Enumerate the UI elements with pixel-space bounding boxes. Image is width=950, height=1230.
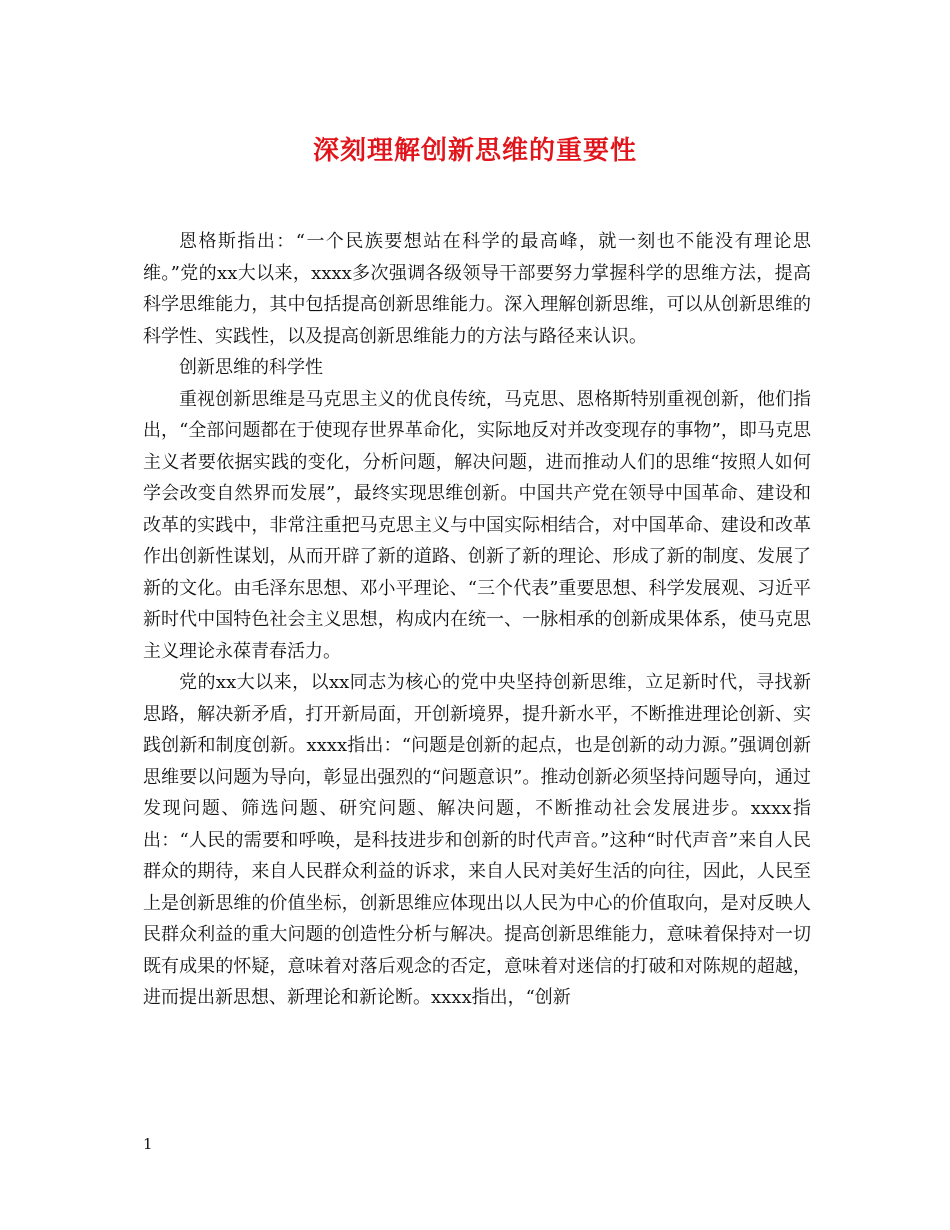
paragraph-intro: 恩格斯指出：“一个民族要想站在科学的最高峰，就一刻也不能没有理论思维。”党的xx大以来，xxxx多次强调各级领导干部要努力掌握科学的思维方法，提高科学思维能力，其中包括提高创新思维能力。深入理解创新思维，可以从创新思维的科学性、实践性，以及提高创新思维能力的方法与路径来认识。 [143, 231, 811, 347]
paragraph-party-innovation: 党的xx大以来，以xx同志为核心的党中央坚持创新思维，立足新时代，寻找新思路，解决新矛盾，打开新局面，开创新境界，提升新水平，不断推进理论创新、实践创新和制度创新。xxxx指出：“问题是创新的起点，也是创新的动力源。”强调创新思维要以问题为导向，彰显出强烈的“问题意识”。推动创新必须坚持问题导向，通过发现问题、筛选问题、研究问题、解决问题，不断推动社会发展进步。xxxx指出：“人民的需要和呼唤，是科技进步和创新的时代声音。”这种“时代声音”来自人民群众的期待，来自人民群众利益的诉求，来自人民对美好生活的向往，因此，人民至上是创新思维的价值坐标，创新思维应体现出以人民为中心的价值取向，是对反映人民群众利益的重大问题的创造性分析与解决。提高创新思维能力，意味着保持对一切既有成果的怀疑，意味着对落后观念的否定，意味着对迷信的打破和对陈规的超越，进而提出新思想、新理论和新论断。xxxx指出，“创新 [143, 672, 811, 1008]
document-title: 深刻理解创新思维的重要性 [312, 136, 637, 166]
section-heading: 创新思维的科学性 [179, 357, 323, 378]
page-number: 1 [143, 1135, 153, 1153]
paragraph-marxism: 重视创新思维是马克思主义的优良传统，马克思、恩格斯特别重视创新，他们指出，“全部问题都在于使现存世界革命化，实际地反对并改变现存的事物”，即马克思主义者要依据实践的变化，分析问题，解决问题，进而推动人们的思维“按照人如何学会改变自然界而发展”，最终实现思维创新。中国共产党在领导中国革命、建设和改革的实践中，非常注重把马克思主义与中国实际相结合，对中国革命、建设和改革作出创新性谋划，从而开辟了新的道路、创新了新的理论、形成了新的制度、发展了新的文化。由毛泽东思想、邓小平理论、“三个代表”重要思想、科学发展观、习近平新时代中国特色社会主义思想，构成内在统一、一脉相承的创新成果体系，使马克思主义理论永葆青春活力。 [143, 388, 811, 662]
document-body [143, 226, 811, 1014]
